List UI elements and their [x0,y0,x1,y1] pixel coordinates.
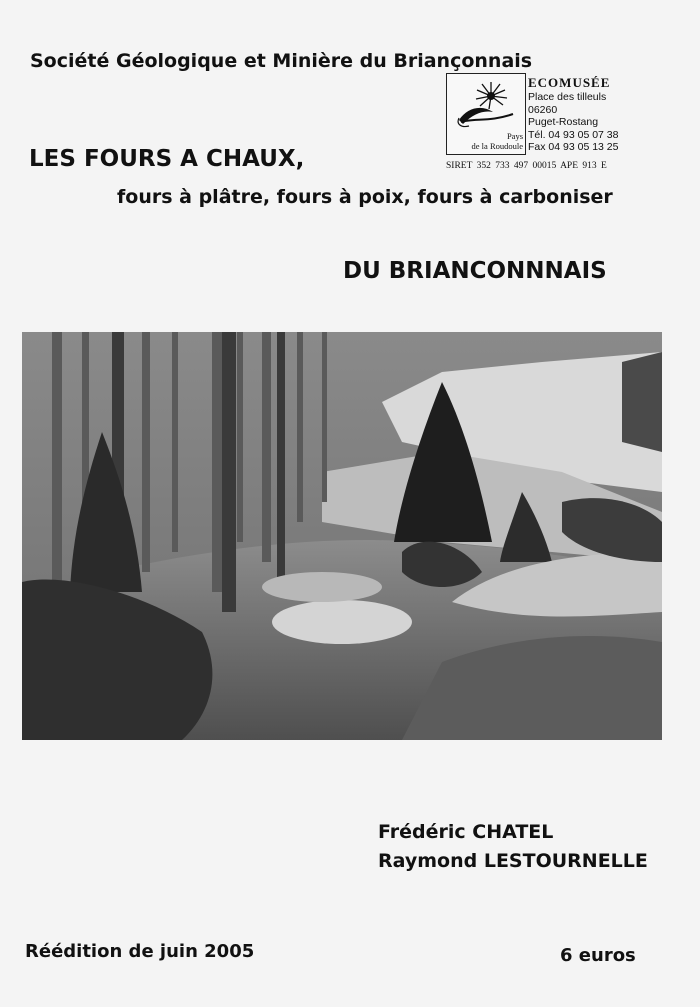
title-line-3: DU BRIANCONNNAIS [343,258,607,284]
address-line: Place des tilleuls [528,91,607,103]
siret-line: SIRET 352 733 497 00015 APE 913 E [446,161,607,171]
society-name: Société Géologique et Minière du Briançonnais [30,50,533,72]
title-line-1: LES FOURS A CHAUX, [29,146,305,172]
subtitle-line: fours à plâtre, fours à poix, fours à carboniser [117,186,613,208]
museum-name: ECOMUSÉE [528,75,611,90]
mountain-sun-logo-icon [453,78,519,134]
forest-clearing-photo [22,332,662,740]
phone-line: Tél. 04 93 05 07 38 [528,128,619,141]
ecomusee-stamp [446,73,652,177]
fax-line: Fax 04 93 05 13 25 [528,141,619,154]
author-name: Frédéric CHATEL [378,821,554,843]
price: 6 euros [560,945,636,966]
author-name: Raymond LESTOURNELLE [378,850,648,872]
stamp-logo-box [446,73,526,155]
logo-caption: Pays de la Roudoule [471,131,523,151]
stamp-address [528,75,619,154]
edition-date: Réédition de juin 2005 [25,941,255,962]
address-line: 06260 [528,103,558,116]
authors [378,818,648,876]
address-line: Puget-Rostang [528,116,599,129]
